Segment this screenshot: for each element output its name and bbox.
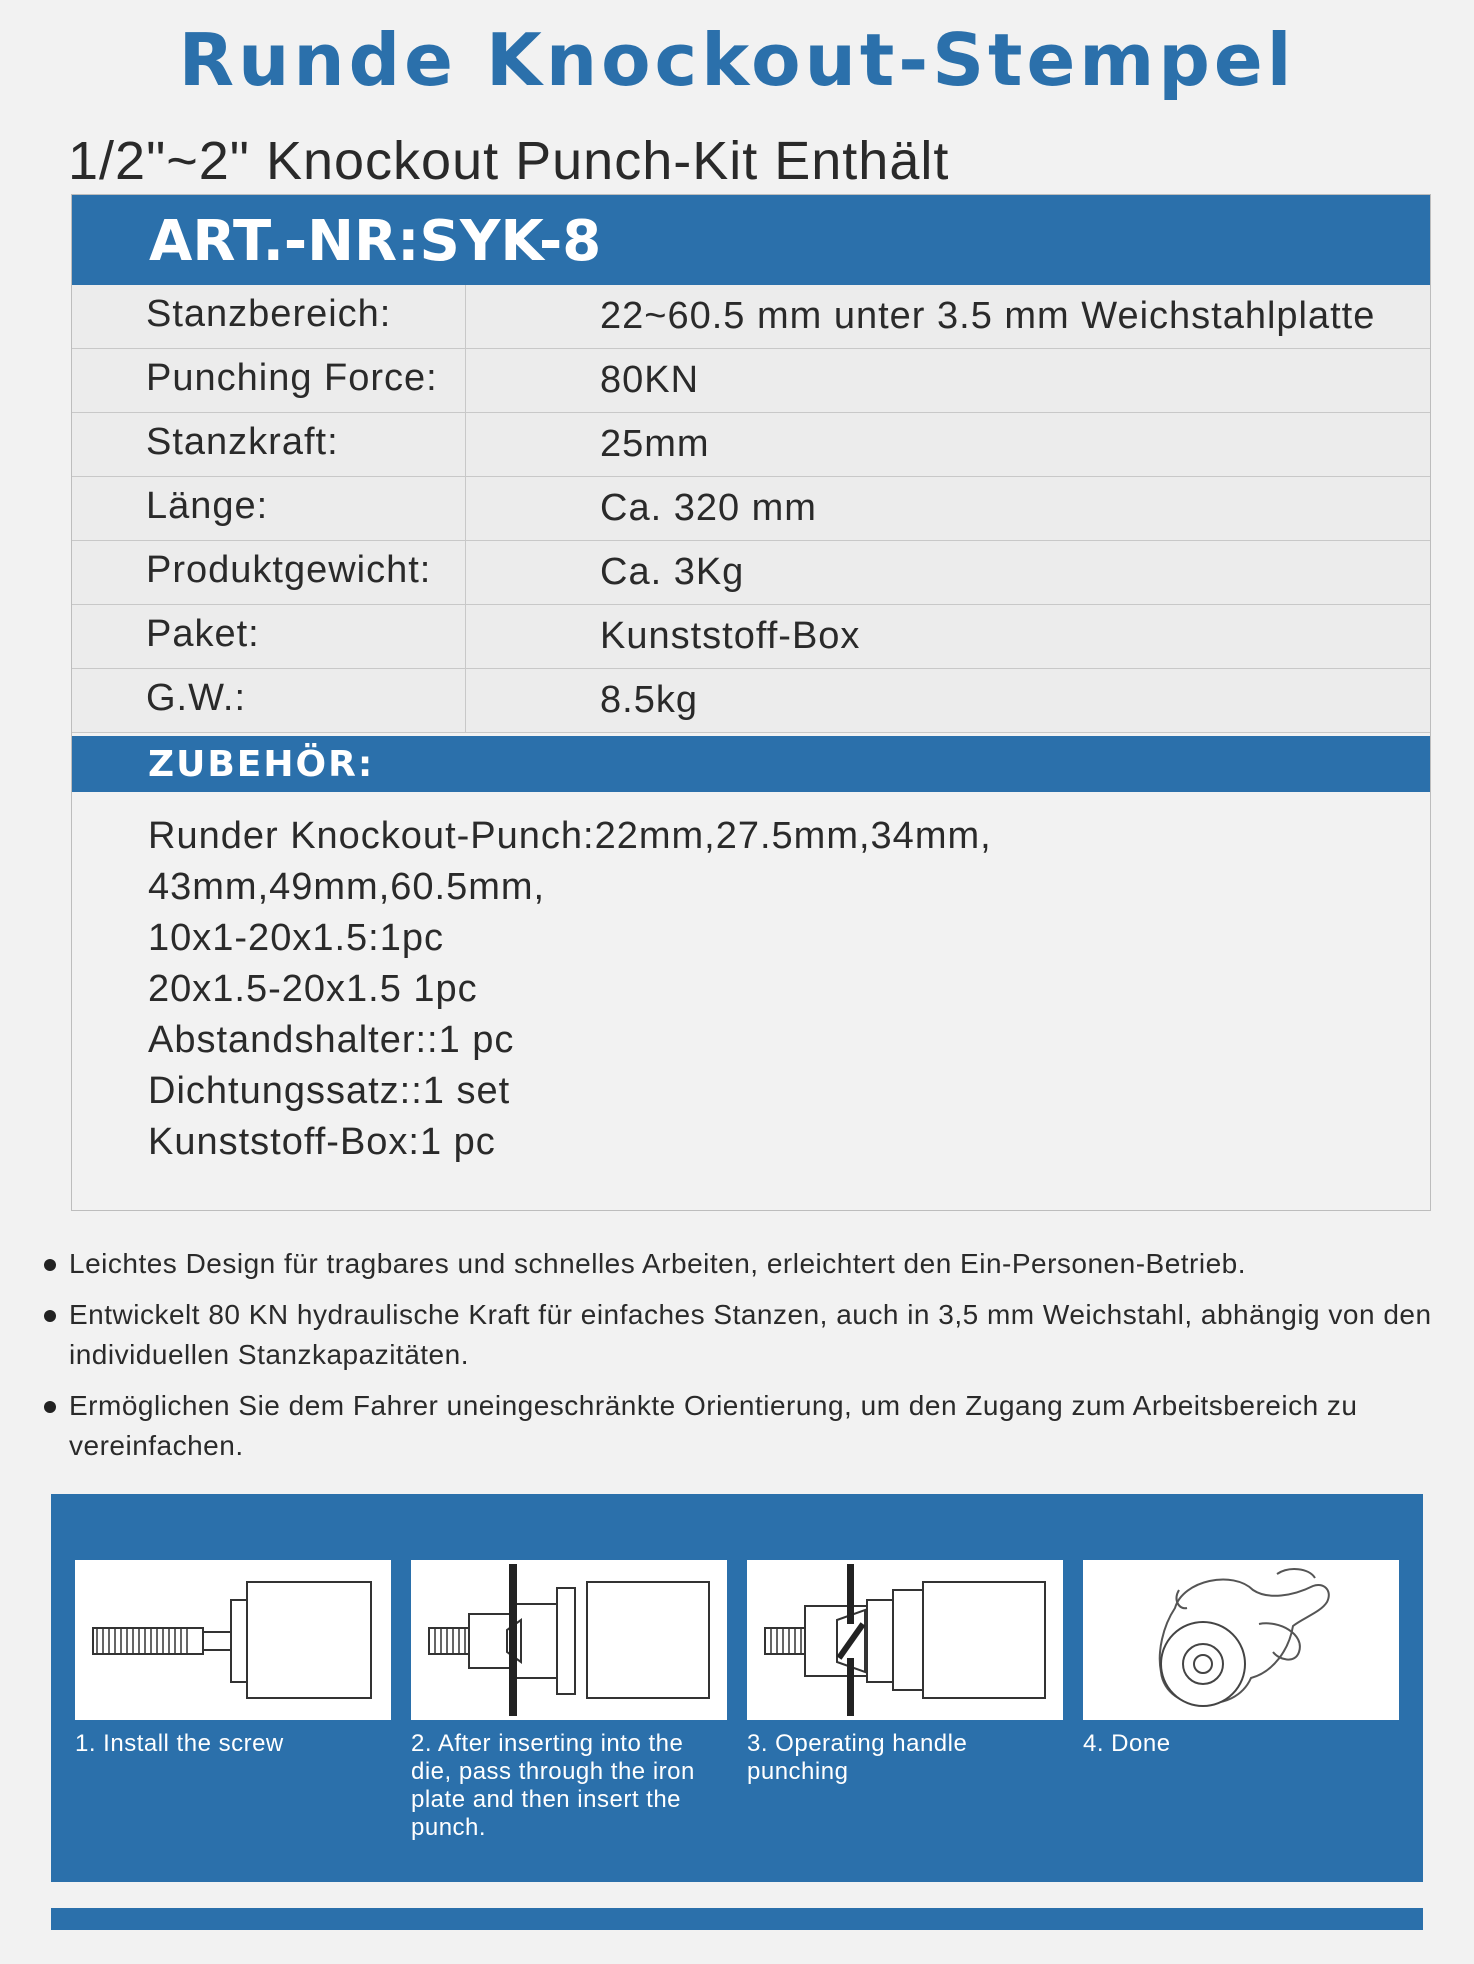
column-divider [465,605,466,668]
feature-text: Ermöglichen Sie dem Fahrer uneingeschränkte Orientierung, um den Zugang zum Arbeitsbereich zu vereinfachen. [69,1390,1358,1461]
step-caption: 4. Done [1083,1730,1171,1757]
spec-row [72,605,1430,669]
step-caption: 1. Install the screw [75,1730,284,1757]
step-2 [411,1560,727,1842]
spec-value: 22~60.5 mm unter 3.5 mm Weichstahlplatte [600,295,1376,337]
punching-icon [747,1560,1063,1720]
spec-label: Paket: [146,613,260,655]
step-image [1083,1560,1399,1720]
step-image [747,1560,1063,1720]
spec-row [72,477,1430,541]
spec-row [72,413,1430,477]
column-divider [465,477,466,540]
step-image [75,1560,391,1720]
spec-label: Produktgewicht: [146,549,432,591]
spec-value: 8.5kg [600,679,698,721]
spec-row [72,349,1430,413]
spec-box [71,194,1431,1211]
steps-panel [51,1494,1423,1882]
accessory-item: 10x1-20x1.5:1pc [148,917,444,959]
column-divider [465,349,466,412]
feature-text: Entwickelt 80 KN hydraulische Kraft für einfaches Stanzen, auch in 3,5 mm Weichstahl, abhängig von den individuellen Stanzkapazitäten. [69,1299,1432,1370]
screw-install-icon [75,1560,391,1720]
column-divider [465,541,466,604]
spec-value: Ca. 320 mm [600,487,817,529]
footer-bar [51,1908,1423,1930]
step-1 [75,1560,391,1758]
article-number: ART.-NR:SYK-8 [149,209,602,274]
step-caption: 3. Operating handle punching [747,1730,968,1785]
accessories-list [148,811,992,1168]
step-3 [747,1560,1063,1786]
accessory-item: 20x1.5-20x1.5 1pc [148,968,478,1010]
spec-row [72,285,1430,349]
spec-value: Kunststoff-Box [600,615,861,657]
step-image [411,1560,727,1720]
feature-item [44,1295,1444,1375]
bullet-icon [44,1310,56,1322]
page-title: Runde Knockout-Stempel [178,18,1296,102]
accessory-item: 43mm,49mm,60.5mm, [148,866,546,908]
article-number-header [72,195,1430,285]
feature-item [44,1386,1444,1466]
accessory-item: Abstandshalter::1 pc [148,1019,515,1061]
feature-text: Leichtes Design für tragbares und schnelles Arbeiten, erleichtert den Ein-Personen-Betrieb. [69,1248,1247,1279]
spec-label: Punching Force: [146,357,438,399]
spec-value: 80KN [600,359,700,401]
spec-row [72,669,1430,733]
column-divider [465,413,466,476]
accessory-item: Kunststoff-Box:1 pc [148,1121,496,1163]
step-4 [1083,1560,1399,1758]
accessories-header [72,736,1430,792]
accessory-item: Dichtungssatz::1 set [148,1070,511,1112]
die-plate-icon [411,1560,727,1720]
page-subtitle: 1/2"~2" Knockout Punch-Kit Enthält [68,131,950,191]
spec-value: Ca. 3Kg [600,551,745,593]
feature-item [44,1244,1444,1284]
spec-table [72,285,1430,733]
step-caption: 2. After inserting into the die, pass through the iron plate and then insert the punch. [411,1730,695,1841]
accessories-title: ZUBEHÖR: [148,744,375,785]
spec-value: 25mm [600,423,710,465]
spec-label: G.W.: [146,677,246,719]
spec-row [72,541,1430,605]
hand-holding-punch-icon [1083,1560,1399,1720]
accessory-item: Runder Knockout-Punch:22mm,27.5mm,34mm, [148,815,992,857]
bullet-icon [44,1259,56,1271]
spec-label: Länge: [146,485,269,527]
spec-label: Stanzbereich: [146,293,392,335]
bullet-icon [44,1401,56,1413]
feature-list [44,1244,1444,1477]
spec-label: Stanzkraft: [146,421,339,463]
column-divider [465,669,466,732]
column-divider [465,285,466,348]
